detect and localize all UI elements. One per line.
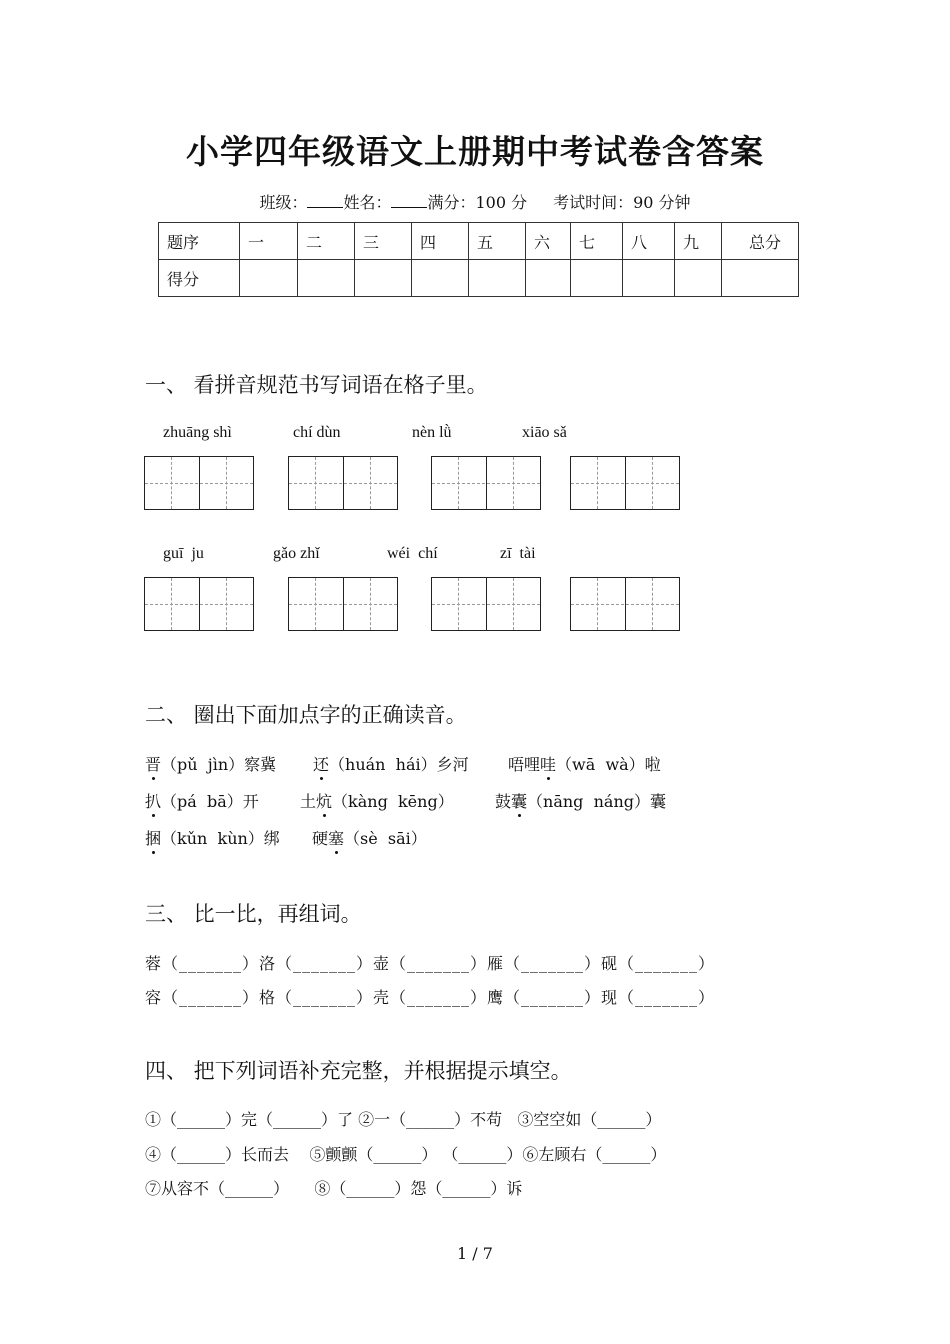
- pinyin-options: （nāng náng）囊: [527, 792, 666, 811]
- dotted-char[interactable]: 塞: [328, 826, 344, 849]
- class-blank[interactable]: [307, 195, 343, 208]
- page-number: 1 / 7: [457, 1244, 493, 1263]
- pinyin-options: （kàng kēng）: [332, 792, 454, 811]
- dotted-char[interactable]: 捆: [145, 826, 161, 849]
- table-cell: 一: [240, 223, 298, 260]
- dotted-char[interactable]: 哇: [540, 752, 556, 775]
- table-cell: 得分: [159, 260, 240, 297]
- writing-grid[interactable]: [144, 456, 254, 510]
- table-cell: 九: [675, 223, 722, 260]
- question-line[interactable]: 容（_______）格（_______）壳（_______）鹰（_______）现（_______）: [145, 988, 716, 1007]
- score-cell[interactable]: [298, 260, 355, 297]
- score-cell[interactable]: [355, 260, 412, 297]
- section-3-title: 三、 比一比，再组词。: [145, 902, 362, 926]
- score-table-header-row: [159, 223, 799, 260]
- score-table-score-row: [159, 260, 799, 297]
- question-line: [312, 826, 427, 849]
- dotted-char[interactable]: 扒: [145, 789, 161, 812]
- pinyin-label: guī ju: [163, 545, 204, 562]
- score-cell[interactable]: [469, 260, 526, 297]
- word-prefix: 鼓: [495, 792, 512, 811]
- word-prefix: 硬: [312, 829, 329, 848]
- class-label: 班级：: [259, 193, 308, 212]
- score-cell[interactable]: [722, 260, 799, 297]
- word-prefix: 土: [300, 792, 317, 811]
- question-line[interactable]: ⑦从容不（______） ⑧（______）怨（______）诉: [145, 1179, 523, 1198]
- name-blank[interactable]: [391, 195, 427, 208]
- pinyin-label: nèn lǜ: [412, 424, 452, 441]
- pinyin-options: （huán hái）乡河: [329, 755, 469, 774]
- pinyin-options: （kǔn kùn）绑: [161, 829, 280, 848]
- writing-grid[interactable]: [288, 577, 398, 631]
- question-line: [495, 789, 666, 812]
- pinyin-options: （sè sāi）: [344, 829, 427, 848]
- dotted-char[interactable]: 晋: [145, 752, 161, 775]
- name-label: 姓名：: [343, 193, 392, 212]
- score-cell[interactable]: [240, 260, 298, 297]
- writing-grid[interactable]: [288, 456, 398, 510]
- question-line: [145, 752, 276, 775]
- score-cell[interactable]: [526, 260, 571, 297]
- score-cell[interactable]: [412, 260, 469, 297]
- writing-grid[interactable]: [570, 577, 680, 631]
- question-line[interactable]: ①（______）完（______）了 ②一（______）不苟 ③空空如（______）: [145, 1110, 662, 1129]
- table-cell: 题序: [159, 223, 240, 260]
- writing-grid[interactable]: [431, 577, 541, 631]
- full-score: 满分：100 分: [427, 193, 528, 212]
- pinyin-label: chí dùn: [293, 424, 341, 441]
- dotted-char[interactable]: 囊: [511, 789, 527, 812]
- question-line: [145, 789, 259, 812]
- score-table: [158, 222, 799, 297]
- dotted-char[interactable]: 炕: [316, 789, 332, 812]
- table-cell: 三: [355, 223, 412, 260]
- question-line: [313, 752, 469, 775]
- word-prefix: 唔哩: [508, 755, 541, 774]
- exam-info: [0, 190, 950, 213]
- question-line[interactable]: 蓉（_______）洛（_______）壶（_______）雁（_______）砚（_______）: [145, 954, 716, 973]
- pinyin-label: xiāo sǎ: [522, 424, 567, 441]
- question-line: [508, 752, 661, 775]
- table-cell: 八: [623, 223, 675, 260]
- writing-grid[interactable]: [144, 577, 254, 631]
- pinyin-label: gǎo zhǐ: [273, 545, 320, 562]
- page-title: 小学四年级语文上册期中考试卷含答案: [186, 132, 764, 171]
- section-4-title: 四、 把下列词语补充完整，并根据提示填空。: [145, 1059, 572, 1083]
- table-cell: 五: [469, 223, 526, 260]
- pinyin-label: wéi chí: [387, 545, 438, 562]
- pinyin-label: zhuāng shì: [163, 424, 232, 441]
- question-line: [145, 826, 280, 849]
- pinyin-options: （pá bā）开: [161, 792, 259, 811]
- section-2-title: 二、 圈出下面加点字的正确读音。: [145, 703, 467, 727]
- score-cell[interactable]: [571, 260, 623, 297]
- table-cell: 四: [412, 223, 469, 260]
- table-cell: 七: [571, 223, 623, 260]
- section-1-title: 一、 看拼音规范书写词语在格子里。: [145, 373, 488, 397]
- writing-grid[interactable]: [431, 456, 541, 510]
- score-cell[interactable]: [623, 260, 675, 297]
- pinyin-options: （pǔ jìn）察冀: [161, 755, 277, 774]
- exam-time: 考试时间：90 分钟: [553, 193, 691, 212]
- question-line: [300, 789, 454, 812]
- table-cell: 总分: [722, 223, 799, 260]
- score-cell[interactable]: [675, 260, 722, 297]
- pinyin-label: zī tài: [500, 545, 536, 562]
- writing-grid[interactable]: [570, 456, 680, 510]
- table-cell: 六: [526, 223, 571, 260]
- table-cell: 二: [298, 223, 355, 260]
- dotted-char[interactable]: 还: [313, 752, 329, 775]
- question-line[interactable]: ④（______）长而去 ⑤颤颤（______） （______）⑥左顾右（______）: [145, 1145, 667, 1164]
- pinyin-options: （wā wà）啦: [556, 755, 661, 774]
